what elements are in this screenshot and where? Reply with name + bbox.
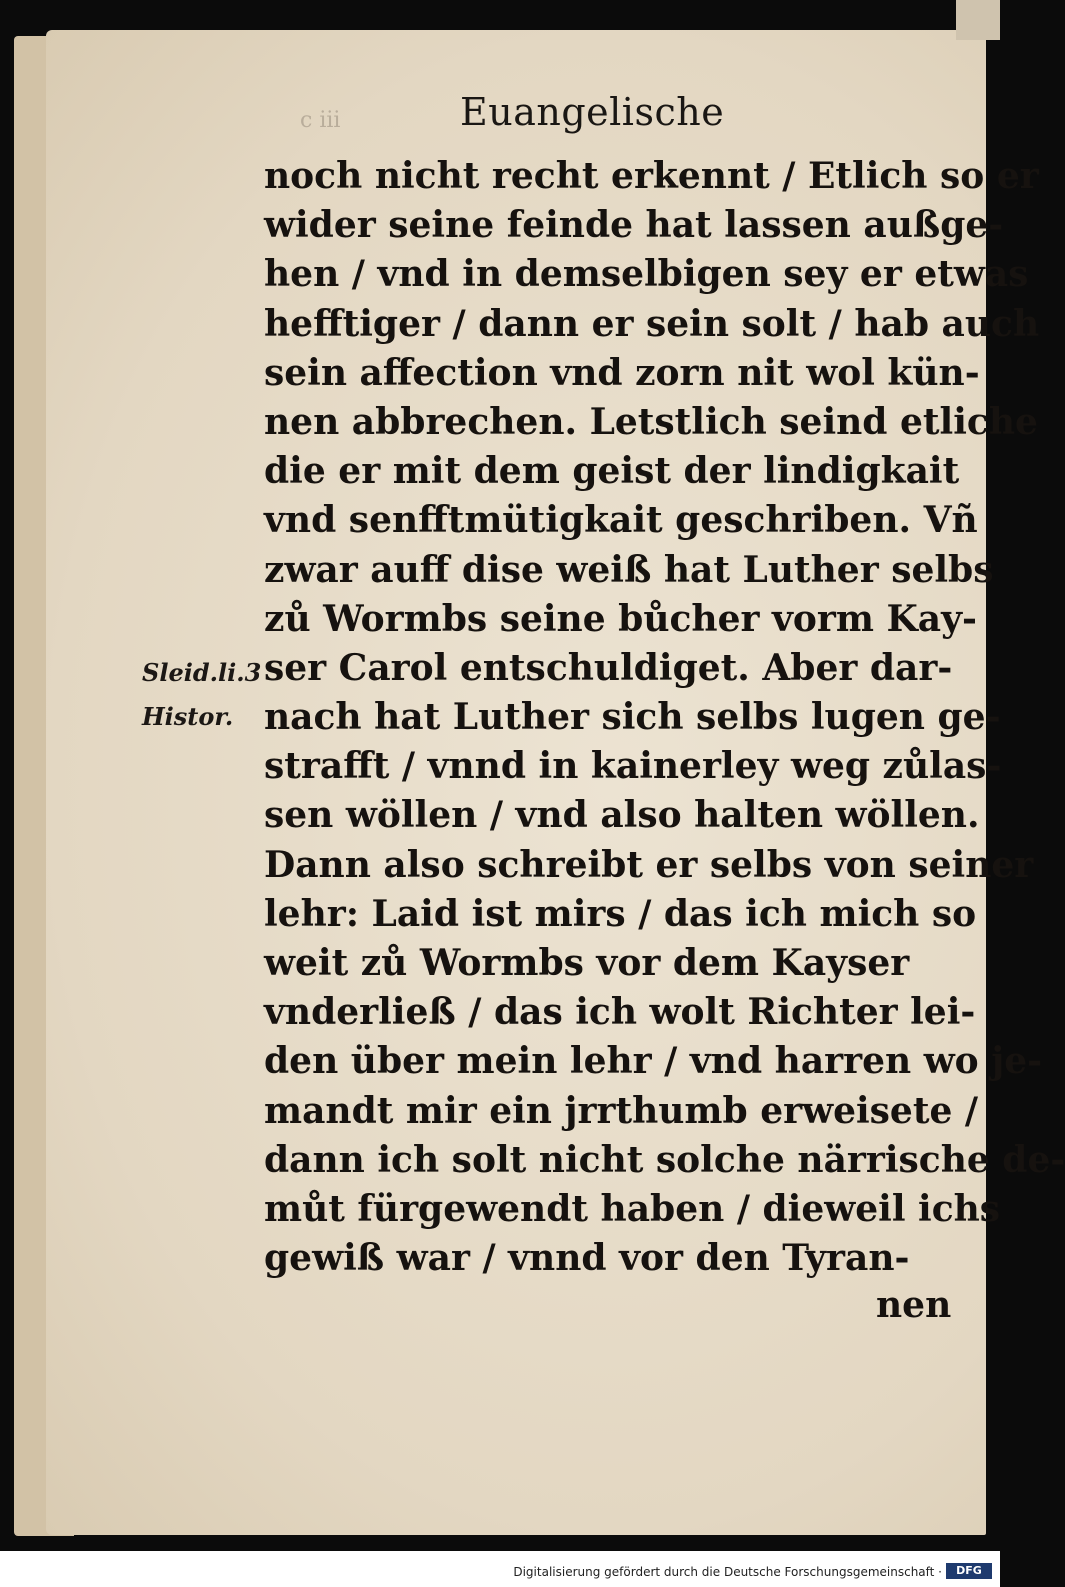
text-line: den über mein lehr / vnd harren wo je-	[264, 1040, 1043, 1083]
text-line: die er mit dem geist der lindigkait	[264, 450, 960, 493]
running-head: Euangelische	[460, 90, 725, 134]
text-line: hefftiger / dann er sein solt / hab auch	[264, 302, 1040, 345]
marginal-note-line-1: Sleid.li.3	[142, 658, 262, 687]
catchword: nen	[876, 1284, 952, 1326]
text-line: sen wöllen / vnd also halten wöllen.	[264, 794, 980, 837]
text-line: hen / vnd in demselbigen sey er etwas	[264, 253, 1029, 296]
text-line: gewiß war / vnnd vor den Tyran-	[264, 1237, 910, 1280]
funding-credit: Digitalisierung gefördert durch die Deutsche Forschungsgemeinschaft ·	[513, 1565, 942, 1579]
text-line: weit zů Wormbs vor dem Kayser	[264, 942, 910, 984]
text-line: mandt mir ein jrrthumb erweisete /	[264, 1089, 979, 1132]
text-line: sein affection vnd zorn nit wol kün-	[264, 351, 980, 394]
footer-bar	[0, 1551, 1000, 1587]
text-line: vnderließ / das ich wolt Richter lei-	[264, 991, 976, 1034]
text-line: zwar auff dise weiß hat Luther selbs	[264, 548, 994, 591]
folio-mark: c iii	[300, 108, 341, 133]
text-line: vnd senfftmütigkait geschriben. Vñ	[264, 499, 978, 542]
marginal-note-line-2: Histor.	[142, 702, 234, 731]
text-line: zů Wormbs seine bůcher vorm Kay-	[264, 597, 977, 640]
body-text	[264, 152, 1065, 1283]
dfg-logo: DFG	[946, 1563, 992, 1579]
text-line: strafft / vnnd in kainerley weg zůlas-	[264, 745, 1002, 788]
text-line: můt fürgewendt haben / dieweil ichs	[264, 1187, 1001, 1230]
text-line: wider seine feinde hat lassen außge-	[264, 204, 1004, 247]
text-line: noch nicht recht erkennt / Etlich so er	[264, 155, 1039, 197]
text-line: ser Carol entschuldiget. Aber dar-	[264, 646, 953, 689]
text-line: dann ich solt nicht solche närrische de-	[264, 1138, 1065, 1181]
text-line: nen abbrechen. Letstlich seind etliche	[264, 400, 1038, 443]
text-line: lehr: Laid ist mirs / das ich mich so	[264, 892, 977, 935]
text-line: Dann also schreibt er selbs von seiner	[264, 843, 1034, 886]
text-line: nach hat Luther sich selbs lugen ge-	[264, 696, 1001, 739]
next-page-edge	[956, 0, 1000, 40]
